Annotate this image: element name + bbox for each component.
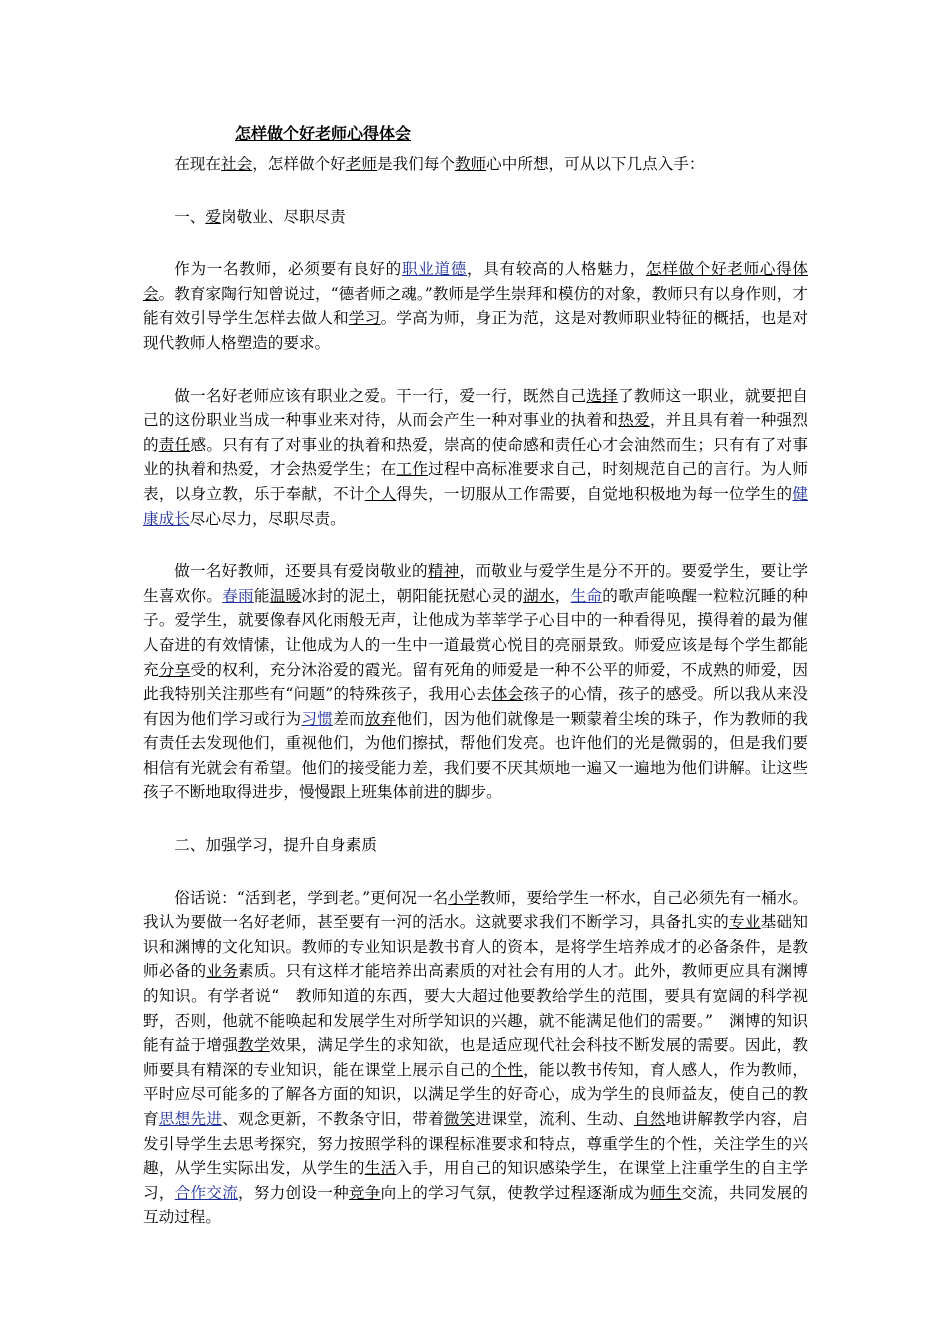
text: 是我们每个 — [376, 155, 455, 173]
text: 一、 — [174, 207, 206, 226]
paragraph-2 — [143, 384, 808, 532]
text: 、观念更新，不教条守旧，带着 — [222, 1110, 444, 1128]
text: 素质。只有这样才能培养出高素质的对社会有用的人才。此外，教师更应具有渊博的知识。有学者说“ 教师知道的东西，要大大超过他要教给学生的范围，要具有宽阔的科学视野，否则，他就不能唤起和发展学生对所学知识的兴趣，就不能满足他们的需要。” 渊博的知识能有益于增强 — [143, 962, 808, 1055]
text: 做一名好教师，还要具有爱岗敬业的 — [174, 562, 428, 581]
link-society[interactable]: 社会 — [220, 155, 253, 173]
link-warmth[interactable]: 温暖 — [269, 586, 302, 605]
text: 基础知识和渊博的文化知识。教师的专业知识是教书育人的资本，是将学生培养成才的必备条件，是教师必备的 — [143, 913, 808, 981]
section-heading-2 — [143, 833, 808, 858]
text: 的歌声能唤醒一粒粒沉睡的种子。爱学生，就要像春风化雨般无声，让他成为莘莘学子心目中的一种看得见，摸得着的最为催人奋进的有效情愫，让他成为人的一生中一道最赏心悦目的亮丽景致。师爱应该是每个学生都能充 — [143, 586, 808, 679]
link-educator[interactable]: 教师 — [454, 155, 487, 173]
link-competition[interactable]: 竞争 — [348, 1183, 381, 1202]
link-experience[interactable]: 体会 — [491, 685, 524, 704]
text: 差而 — [333, 709, 365, 728]
document-title: 怎样做个好老师心得体会 — [235, 124, 412, 143]
intro-paragraph — [143, 152, 808, 177]
text: 感。只有有了对事业的执着和热爱，崇高的使命感和责任心才会油然而生；只有有了对事业的执着和热爱，才会热爱学生；在 — [143, 435, 808, 479]
link-give-up[interactable]: 放弃 — [364, 709, 397, 728]
link-primary-school[interactable]: 小学 — [448, 888, 480, 907]
link-habit[interactable]: 习惯 — [301, 709, 334, 728]
text: ，怎样做个好 — [252, 155, 346, 173]
text: 效果，满足学生的求知欲，也是适应现代社会科技不断发展的需要。因此，教师要具有精深的专业知识，能在课堂上展示自己的 — [143, 1036, 808, 1079]
text: 他们，因为他们就像是一颗蒙着尘埃的珠子，作为教师的我有责任去发现他们，重视他们，为他们擦拭，帮他们发亮。也许他们的光是微弱的，但是我们要相信有光就会有希望。他们的接受能力差，我们要不厌其烦地一遍又一遍地为他们讲解。让这些孩子不断地取得进步，慢慢跟上班集体前进的脚步。 — [143, 709, 808, 802]
text: 能 — [253, 586, 270, 605]
link-healthy-growth[interactable]: 健康成长 — [143, 484, 808, 528]
text: 尽心尽力，尽职尽责。 — [189, 509, 346, 528]
text: 。教育家陶行知曾说过，“德者师之魂。”教师是学生崇拜和模仿的对象，教师只有以身作则，才能有效引导学生怎样去做人和 — [143, 284, 808, 328]
text: 地讲解教学内容，启发引导学生去思考探究，努力按照学科的课程标准要求和特点，尊重学生的个性，关注学生的兴趣，从学生实际出发，从学生的 — [143, 1110, 808, 1178]
link-passion[interactable]: 热爱 — [618, 411, 650, 430]
link-business[interactable]: 业务 — [206, 962, 239, 981]
link-teachers-students[interactable]: 师生 — [649, 1183, 682, 1202]
link-nature[interactable]: 自然 — [633, 1110, 666, 1128]
text: 冰封的泥土，朝阳能抚慰心灵的 — [301, 586, 524, 605]
paragraph-1 — [143, 257, 808, 355]
paragraph-4 — [143, 886, 808, 1230]
link-advanced-thinking[interactable]: 思想先进 — [158, 1110, 223, 1128]
link-study[interactable]: 学习 — [348, 309, 381, 328]
section-heading-1 — [143, 205, 808, 230]
text: 受的权利，充分沐浴爱的霞光。留有死角的师爱是一种不公平的师爱，不成熟的师爱，因此我特别关注那些有“问题”的特殊孩子，我用心去 — [143, 660, 808, 704]
link-spring-rain[interactable]: 春雨 — [222, 586, 254, 605]
text: 心中所想，可从以下几点入手： — [486, 155, 705, 173]
link-share[interactable]: 分享 — [158, 660, 191, 679]
text: 入手，用自己的知识感染学生，在课堂上注重学生的自主学习， — [143, 1159, 808, 1202]
link-personal[interactable]: 个人 — [364, 484, 397, 503]
text: 交流，共同发展的互动过程。 — [143, 1183, 808, 1227]
paragraph-3 — [143, 559, 808, 805]
link-teaching[interactable]: 教学 — [238, 1036, 270, 1055]
text: 二、加强学习，提升自身素质 — [174, 836, 377, 855]
text: 作为一名教师，必须要有良好的 — [174, 260, 402, 279]
text: 岗敬业、尽职尽责 — [221, 207, 346, 226]
link-lake-water[interactable]: 湖水 — [523, 586, 555, 605]
link-cooperation[interactable]: 合作交流 — [174, 1183, 239, 1202]
text: ，努力创设一种 — [238, 1183, 349, 1202]
text: ，而敬业与爱学生是分不开的。要爱学生，要让学生喜欢你。 — [143, 562, 808, 605]
link-article-title[interactable]: 怎样做个好老师心得体会 — [143, 260, 808, 303]
text: ，具有较高的人格魅力， — [467, 260, 646, 279]
link-choice[interactable]: 选择 — [586, 386, 619, 405]
text: ，并且具有着一种强烈的 — [143, 411, 808, 454]
text: 。学高为师，身正为范，这是对教师职业特征的概括，也是对现代教师人格塑造的要求。 — [143, 309, 808, 352]
link-smile[interactable]: 微笑 — [443, 1110, 476, 1128]
link-love[interactable]: 爱 — [205, 207, 221, 226]
link-professional-ethics[interactable]: 职业道德 — [401, 260, 468, 279]
text: 孩子的心情，孩子的感受。所以我从来没有因为他们学习或行为 — [143, 685, 808, 728]
link-work[interactable]: 工作 — [396, 460, 429, 479]
text: 在现在 — [174, 155, 221, 173]
text: 进课堂，流利、生动、 — [475, 1110, 634, 1128]
text: 教师，要给学生一杯水，自己必须先有一桶水。我认为要做一名好老师，甚至要有一河的活水。这就要求我们不断学习，具备扎实的 — [143, 888, 808, 932]
link-teacher[interactable]: 老师 — [345, 155, 377, 173]
link-personality[interactable]: 个性 — [491, 1060, 524, 1079]
link-spirit[interactable]: 精神 — [427, 562, 460, 581]
text: 得失，一切服从工作需要，自觉地积极地为每一位学生的 — [396, 484, 793, 503]
text: 过程中高标准要求自己，时刻规范自己的言行。为人师表，以身立教，乐于奉献，不计 — [143, 460, 808, 503]
text: 做一名好老师应该有职业之爱。干一行，爱一行，既然自己 — [174, 386, 587, 405]
document-page — [143, 122, 808, 1230]
link-daily-life[interactable]: 生活 — [364, 1159, 397, 1178]
text: 了教师这一职业，就要把自己的这份职业当成一种事业来对待，从而会产生一种对事业的执着和 — [143, 386, 808, 430]
link-life[interactable]: 生命 — [570, 586, 603, 605]
link-major[interactable]: 专业 — [729, 913, 761, 932]
text: 向上的学习气氛，使教学过程逐渐成为 — [380, 1183, 650, 1202]
text: 俗话说：“活到老，学到老。”更何况一名 — [174, 888, 449, 907]
text: ， — [554, 586, 571, 605]
link-responsibility[interactable]: 责任 — [158, 435, 191, 454]
text: ，能以教书传知，育人感人，作为教师，平时应尽可能多的了解各方面的知识，以满足学生的好奇心，成为学生的良师益友，使自己的教育 — [143, 1060, 808, 1128]
